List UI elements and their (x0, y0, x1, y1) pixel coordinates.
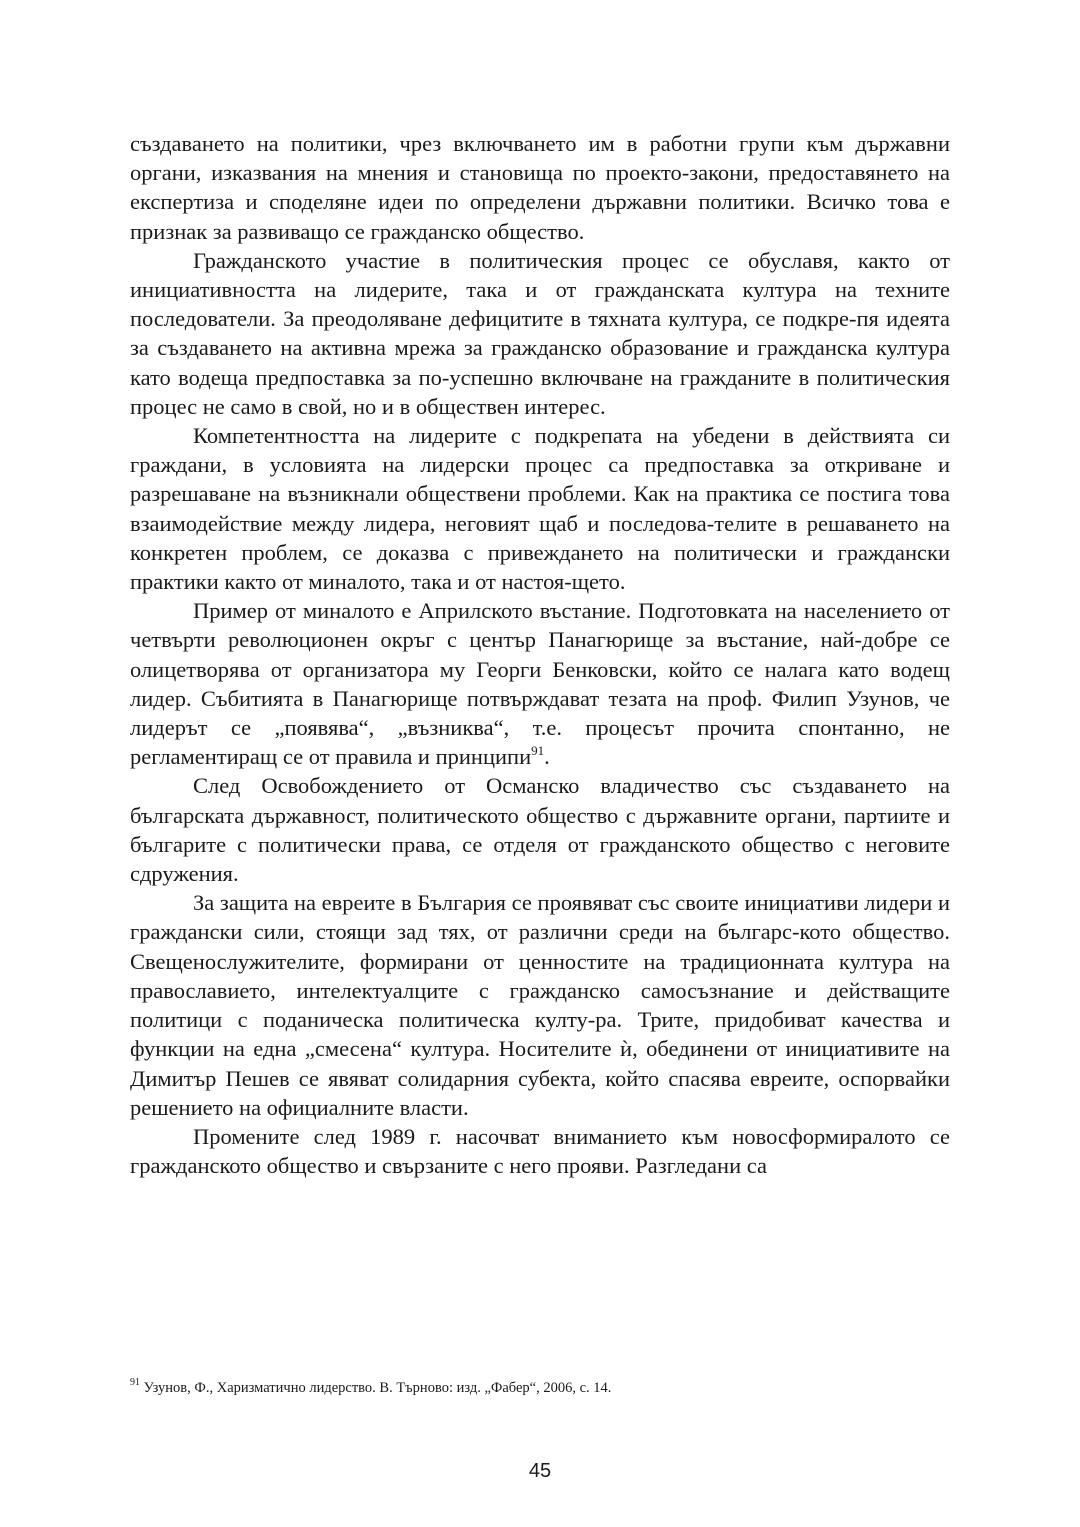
paragraph-civic-participation: Гражданското участие в политическия процес се обуславя, както от инициативността на лидерите, така и от гражданската култура на техните последователи. За преодоляване дефицитите в тяхната култура, се подкре-пя идеята за създаването на активна мрежа за гражданско образование и гражданска култура като водеща предпоставка за по-успешно включване на гражданите в политическия процес не само в свой, но и в обществен интерес. (130, 247, 950, 419)
page-body (130, 129, 950, 1180)
footnote-reference[interactable]: 91 (531, 742, 545, 758)
paragraph-jews-protection: За защита на евреите в България се проявяват със своите инициативи лидери и граждански сили, стоящи зад тях, от различни среди на българс-кото общество. Свещенослужителите, формирани от ценностите на традиционната култура на православието, интелектуалците с гражданско самосъзнание и действащите политици с поданическа политическа култу-ра. Трите, придобиват качества и функции на една „смесена“ култура. Носителите ѝ, обединени от инициативите на Димитър Пешев се явяват солидарния субекта, който спасява евреите, оспорвайки решението на официалните власти. (130, 890, 950, 1120)
paragraph-april-uprising-text: Пример от миналото е Априлското въстание. Подготовката на населението от четвърти революционен окръг с център Панагюрище за въстание, най-добре се олицетворява от организатора му Георги Бенковски, който се налага като водещ лидер. Събитията в Панагюрище потвърждават тезата на проф. Филип Узунов, че лидерът се „появява“, „възниква“, т.е. процесът прочита спонтанно, не регламентиращ се от правила и принципи (130, 598, 950, 770)
footnote-text: Узунов, Ф., Харизматично лидерство. В. Търново: изд. „Фабер“, 2006, с. 14. (140, 1380, 612, 1396)
page-number: 45 (528, 1460, 552, 1482)
paragraph-liberation: След Освобождението от Османско владичество със създаването на българската държавност, политическото общество с държавните органи, партиите и българите с политически права, се отделя от гражданското общество с неговите сдружения. (130, 773, 950, 887)
paragraph-continuation: създаването на политики, чрез включването им в работни групи към държавни органи, изказвания на мнения и становища по проекто-закони, предоставянето на експертиза и споделяне идеи по определени държавни политики. Всичко това е признак за развиващо се гражданско общество. (130, 131, 950, 244)
footnote (130, 1378, 950, 1398)
paragraph-leader-competence: Компетентността на лидерите с подкрепата на убедени в действията си граждани, в условията на лидерски процес са предпоставка за откриване и разрешаване на възникнали обществени проблеми. Как на практика се постига това взаимодействие между лидера, неговият щаб и последова-телите в решаването на конкретен проблем, се доказва с привеждането на политически и граждански практики както от миналото, така и от настоя-щето. (130, 423, 950, 595)
paragraph-april-uprising (130, 596, 950, 771)
footnote-number: 91 (130, 1377, 140, 1389)
paragraph-april-uprising-tail: . (544, 744, 550, 770)
paragraph-post-1989: Промените след 1989 г. насочват вниманието към новосформиралото се гражданското общество и свързаните с него прояви. Разгледани са (130, 1123, 950, 1179)
